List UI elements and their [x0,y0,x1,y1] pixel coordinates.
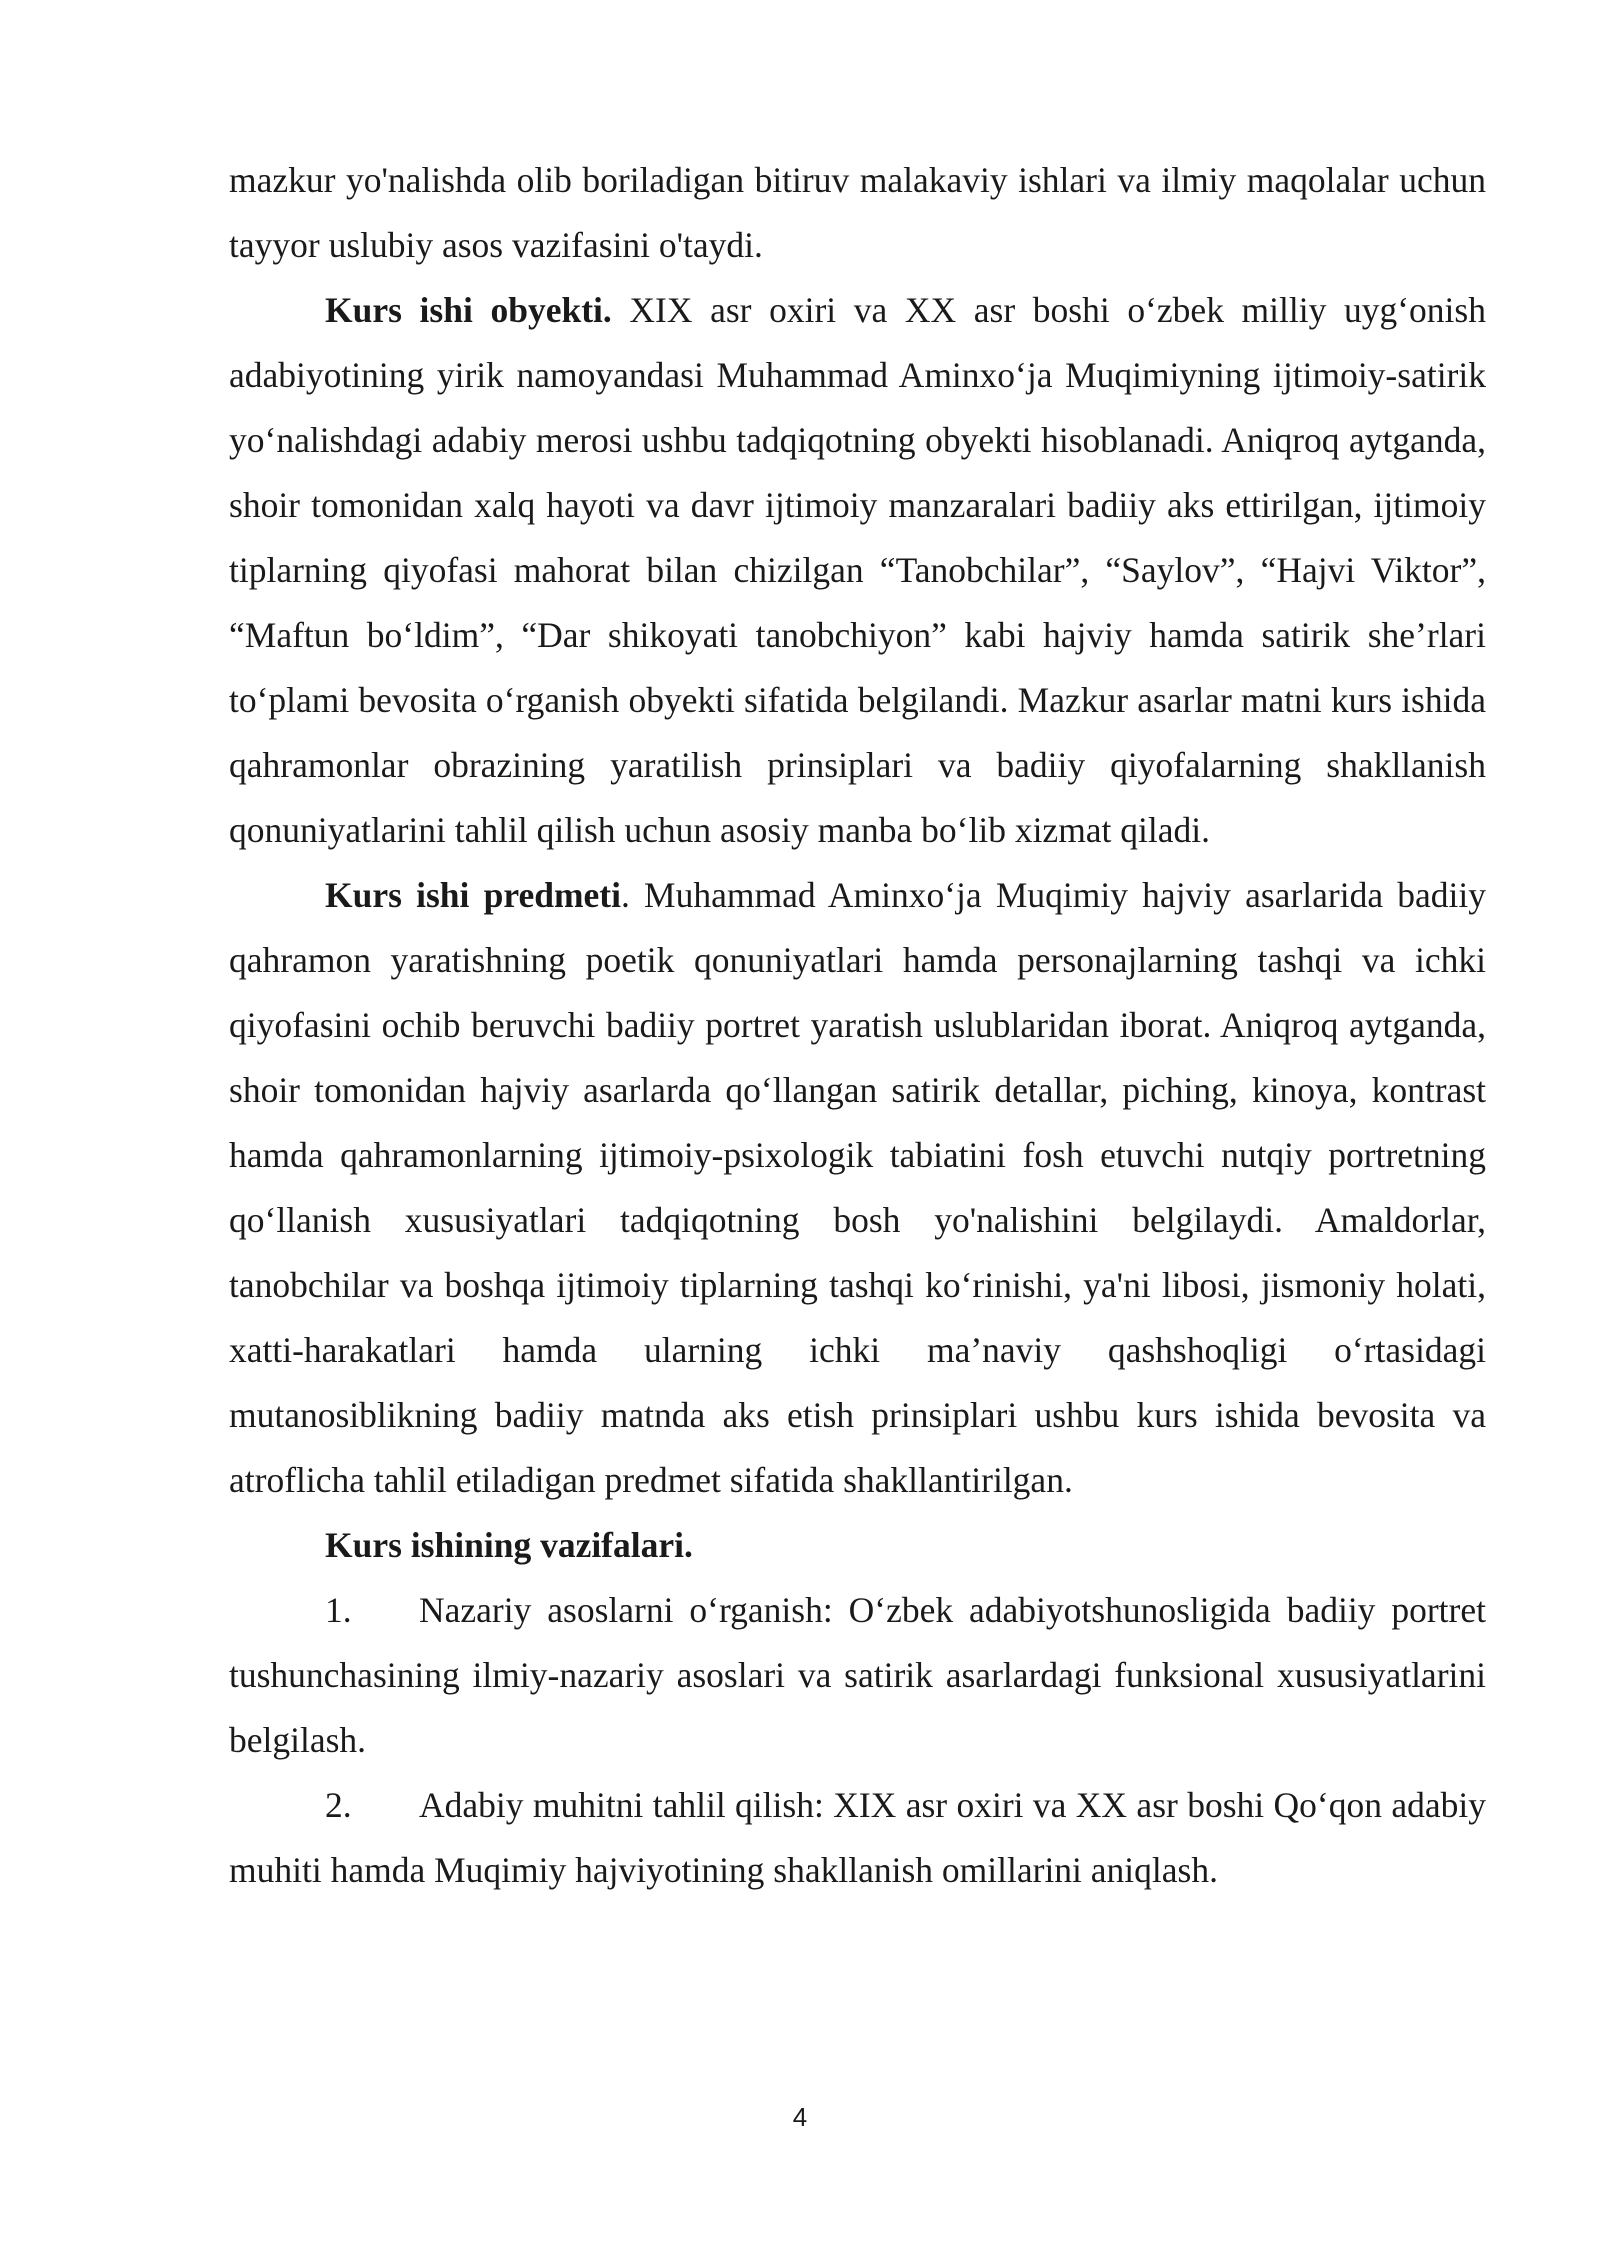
object-text: XIX asr oxiri va XX asr boshi o‘zbek milliy uyg‘onish adabiyotining yirik namoyandasi Muhammad Aminxo‘ja Muqimiyning ijtimoiy-satirik yo‘nalishdagi adabiy merosi ushbu tadqiqotning obyekti hisoblanadi. Aniqroq aytganda, shoir tomonidan xalq hayoti va davr ijtimoiy manzaralari badiiy aks ettirilgan, ijtimoiy tiplarning qiyofasi mahorat bilan chizilgan “Tanobchilar”, “Saylov”, “Hajvi Viktor”, “Maftun bo‘ldim”, “Dar shikoyati tanobchiyon” kabi hajviy hamda satirik she’rlari to‘plami bevosita o‘rganish obyekti sifatida belgilandi. Mazkur asarlar matni kurs ishida qahramonlar obrazining yaratilish prinsiplari va badiiy qiyofalarning shakllanish qonuniyatlarini tahlil qilish uchun asosiy manba bo‘lib xizmat qiladi. [229,290,1486,850]
page-content [229,148,1486,1903]
list-item-text: Nazariy asoslarni o‘rganish: O‘zbek adabiyotshunosligida badiiy portret tushunchasining ilmiy-nazariy asoslari va satirik asarlardagi funksional xususiyatlarini belgilash. [229,1590,1486,1760]
list-item-text: Adabiy muhitni tahlil qilish: XIX asr oxiri va XX asr boshi Qo‘qon adabiy muhiti hamda Muqimiy hajviyotining shakllanish omillarini aniqlash. [229,1785,1486,1890]
subject-paragraph [229,863,1486,1513]
subject-heading: Kurs ishi predmeti [325,875,621,915]
object-heading: Kurs ishi obyekti. [325,290,612,330]
intro-paragraph: mazkur yo'nalishda olib boriladigan bitiruv malakaviy ishlari va ilmiy maqolalar uchun tayyor uslubiy asos vazifasini o'taydi. [229,160,1486,265]
tasks-paragraph [229,1513,1486,1578]
list-item-number: 1. [325,1590,352,1630]
object-paragraph [229,278,1486,863]
list-item-number: 2. [325,1785,352,1825]
list-item [229,1578,1486,1773]
page-number: 4 [792,2102,808,2132]
tasks-heading: Kurs ishining vazifalari. [325,1525,693,1565]
subject-text: . Muhammad Aminxo‘ja Muqimiy hajviy asarlarida badiiy qahramon yaratishning poetik qonuniyatlari hamda personajlarning tashqi va ichki qiyofasini ochib beruvchi badiiy portret yaratish uslublaridan iborat. Aniqroq aytganda, shoir tomonidan hajviy asarlarda qo‘llangan satirik detallar, piching, kinoya, kontrast hamda qahramonlarning ijtimoiy-psixologik tabiatini fosh etuvchi nutqiy portretning qo‘llanish xususiyatlari tadqiqotning bosh yo'nalishini belgilaydi. Amaldorlar, tanobchilar va boshqa ijtimoiy tiplarning tashqi ko‘rinishi, ya'ni libosi, jismoniy holati, xatti-harakatlari hamda ularning ichki ma’naviy qashshoqligi o‘rtasidagi mutanosiblikning badiiy matnda aks etish prinsiplari ushbu kurs ishida bevosita va atroflicha tahlil etiladigan predmet sifatida shakllantirilgan. [229,875,1487,1500]
list-item [229,1773,1486,1903]
